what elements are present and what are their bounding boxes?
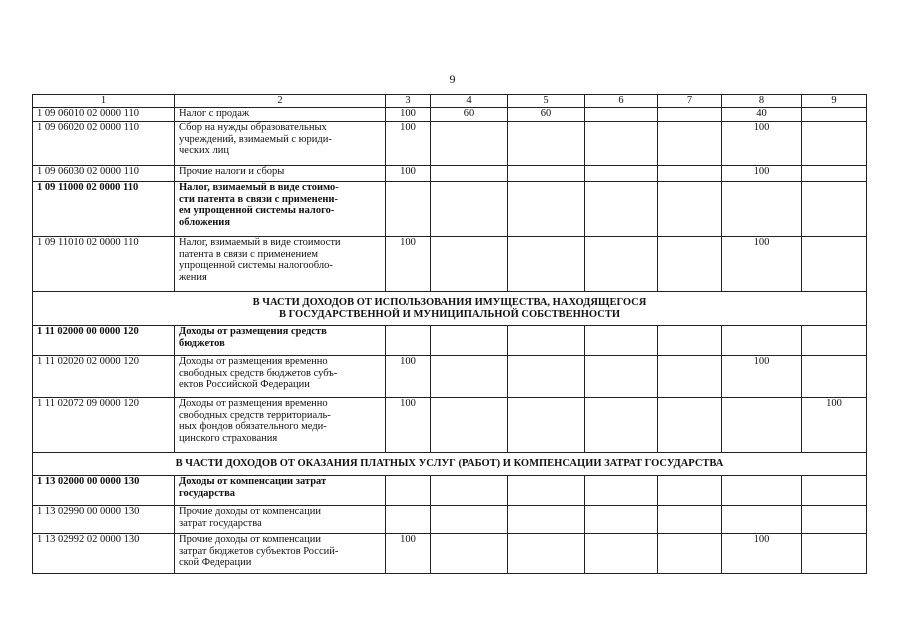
percent-cell-col-4: [431, 182, 508, 237]
percent-cell-col-6: [585, 237, 658, 292]
column-header: 5: [508, 95, 585, 108]
percent-cell-col-3: 100: [386, 166, 431, 182]
percent-cell-col-7: [658, 506, 722, 534]
column-header: 1: [33, 95, 175, 108]
percent-cell-col-8: 100: [722, 122, 802, 166]
percent-cell-col-4: 60: [431, 108, 508, 122]
table-row: [33, 476, 867, 506]
percent-cell-col-5: [508, 476, 585, 506]
percent-cell-col-4: [431, 356, 508, 398]
classification-code: 1 09 06030 02 0000 110: [33, 166, 175, 182]
percent-cell-col-3: 100: [386, 122, 431, 166]
percent-cell-col-7: [658, 534, 722, 574]
classification-code: 1 11 02020 02 0000 120: [33, 356, 175, 398]
table-row: [33, 506, 867, 534]
section-heading: В ЧАСТИ ДОХОДОВ ОТ ОКАЗАНИЯ ПЛАТНЫХ УСЛУГ (РАБОТ) И КОМПЕНСАЦИИ ЗАТРАТ ГОСУДАРСТВА: [33, 453, 867, 476]
percent-cell-col-6: [585, 506, 658, 534]
classification-code: 1 11 02072 09 0000 120: [33, 398, 175, 453]
percent-cell-col-8: 100: [722, 356, 802, 398]
percent-cell-col-7: [658, 398, 722, 453]
percent-cell-col-7: [658, 122, 722, 166]
table-row: [33, 166, 867, 182]
percent-cell-col-3: [386, 326, 431, 356]
column-number-header-row: [33, 95, 867, 108]
percent-cell-col-7: [658, 476, 722, 506]
table-row: [33, 182, 867, 237]
revenue-name: Прочие налоги и сборы: [175, 166, 386, 182]
percent-cell-col-3: 100: [386, 237, 431, 292]
percent-cell-col-3: [386, 506, 431, 534]
percent-cell-col-8: 40: [722, 108, 802, 122]
column-header: 6: [585, 95, 658, 108]
percent-cell-col-9: [802, 237, 867, 292]
percent-cell-col-7: [658, 326, 722, 356]
percent-cell-col-6: [585, 534, 658, 574]
percent-cell-col-5: [508, 326, 585, 356]
percent-cell-col-9: [802, 326, 867, 356]
percent-cell-col-6: [585, 182, 658, 237]
revenue-name: Доходы от размещения средств бюджетов: [175, 326, 386, 356]
percent-cell-col-5: [508, 166, 585, 182]
percent-cell-col-4: [431, 476, 508, 506]
table-row: [33, 356, 867, 398]
percent-cell-col-3: [386, 182, 431, 237]
percent-cell-col-7: [658, 166, 722, 182]
percent-cell-col-5: [508, 182, 585, 237]
section-heading: В ЧАСТИ ДОХОДОВ ОТ ИСПОЛЬЗОВАНИЯ ИМУЩЕСТВА, НАХОДЯЩЕГОСЯ В ГОСУДАРСТВЕННОЙ И МУНИЦИПАЛЬНОЙ СОБСТВЕННОСТИ: [33, 292, 867, 326]
percent-cell-col-3: 100: [386, 108, 431, 122]
percent-cell-col-8: 100: [722, 237, 802, 292]
percent-cell-col-8: [722, 326, 802, 356]
percent-cell-col-6: [585, 326, 658, 356]
percent-cell-col-8: [722, 506, 802, 534]
column-header: 7: [658, 95, 722, 108]
revenue-name: Доходы от размещения временно свободных средств территориаль- ных фондов обязательного меди- цинского страхования: [175, 398, 386, 453]
column-header: 9: [802, 95, 867, 108]
percent-cell-col-4: [431, 506, 508, 534]
table-row: [33, 237, 867, 292]
revenue-name: Сбор на нужды образовательных учреждений, взимаемый с юриди- ческих лиц: [175, 122, 386, 166]
classification-code: 1 13 02992 02 0000 130: [33, 534, 175, 574]
column-header: 8: [722, 95, 802, 108]
percent-cell-col-3: [386, 476, 431, 506]
classification-code: 1 09 06020 02 0000 110: [33, 122, 175, 166]
percent-cell-col-5: [508, 122, 585, 166]
percent-cell-col-5: [508, 237, 585, 292]
percent-cell-col-4: [431, 398, 508, 453]
percent-cell-col-3: 100: [386, 356, 431, 398]
page-number: 9: [449, 72, 456, 86]
classification-code: 1 09 11010 02 0000 110: [33, 237, 175, 292]
classification-code: 1 09 11000 02 0000 110: [33, 182, 175, 237]
percent-cell-col-5: 60: [508, 108, 585, 122]
percent-cell-col-9: [802, 108, 867, 122]
percent-cell-col-7: [658, 356, 722, 398]
percent-cell-col-6: [585, 166, 658, 182]
percent-cell-col-6: [585, 476, 658, 506]
table-row: [33, 122, 867, 166]
percent-cell-col-5: [508, 398, 585, 453]
percent-cell-col-4: [431, 122, 508, 166]
percent-cell-col-4: [431, 166, 508, 182]
percent-cell-col-7: [658, 182, 722, 237]
table-row: [33, 108, 867, 122]
percent-cell-col-8: 100: [722, 166, 802, 182]
percent-cell-col-6: [585, 398, 658, 453]
revenue-name: Налог, взимаемый в виде стоимо- сти патента в связи с применени- ем упрощенной системы налого- обложения: [175, 182, 386, 237]
percent-cell-col-9: [802, 534, 867, 574]
percent-cell-col-4: [431, 534, 508, 574]
percent-cell-col-9: [802, 182, 867, 237]
percent-cell-col-7: [658, 108, 722, 122]
column-header: 4: [431, 95, 508, 108]
percent-cell-col-8: [722, 182, 802, 237]
revenue-name: Налог, взимаемый в виде стоимости патента в связи с применением упрощенной системы налогообло- жения: [175, 237, 386, 292]
percent-cell-col-3: 100: [386, 534, 431, 574]
table-row: [33, 398, 867, 453]
percent-cell-col-6: [585, 108, 658, 122]
revenue-name: Доходы от размещения временно свободных средств бюджетов субъ- ектов Российской Федерации: [175, 356, 386, 398]
percent-cell-col-5: [508, 534, 585, 574]
classification-code: 1 13 02990 00 0000 130: [33, 506, 175, 534]
percent-cell-col-4: [431, 326, 508, 356]
percent-cell-col-3: 100: [386, 398, 431, 453]
percent-cell-col-6: [585, 122, 658, 166]
revenue-name: Доходы от компенсации затрат государства: [175, 476, 386, 506]
revenue-name: Прочие доходы от компенсации затрат государства: [175, 506, 386, 534]
percent-cell-col-8: [722, 398, 802, 453]
percent-cell-col-9: [802, 122, 867, 166]
column-header: 2: [175, 95, 386, 108]
percent-cell-col-7: [658, 237, 722, 292]
percent-cell-col-8: [722, 476, 802, 506]
percent-cell-col-6: [585, 356, 658, 398]
table-row: [33, 326, 867, 356]
percent-cell-col-8: 100: [722, 534, 802, 574]
percent-cell-col-5: [508, 356, 585, 398]
percent-cell-col-9: [802, 166, 867, 182]
revenue-name: Налог с продаж: [175, 108, 386, 122]
column-header: 3: [386, 95, 431, 108]
table-row: [33, 534, 867, 574]
percent-cell-col-9: 100: [802, 398, 867, 453]
percent-cell-col-5: [508, 506, 585, 534]
section-heading-row: [33, 453, 867, 476]
percent-cell-col-9: [802, 356, 867, 398]
revenue-distribution-table: [32, 94, 867, 574]
percent-cell-col-4: [431, 237, 508, 292]
percent-cell-col-9: [802, 506, 867, 534]
section-heading-row: [33, 292, 867, 326]
revenue-name: Прочие доходы от компенсации затрат бюджетов субъектов Россий- ской Федерации: [175, 534, 386, 574]
classification-code: 1 11 02000 00 0000 120: [33, 326, 175, 356]
classification-code: 1 13 02000 00 0000 130: [33, 476, 175, 506]
classification-code: 1 09 06010 02 0000 110: [33, 108, 175, 122]
percent-cell-col-9: [802, 476, 867, 506]
